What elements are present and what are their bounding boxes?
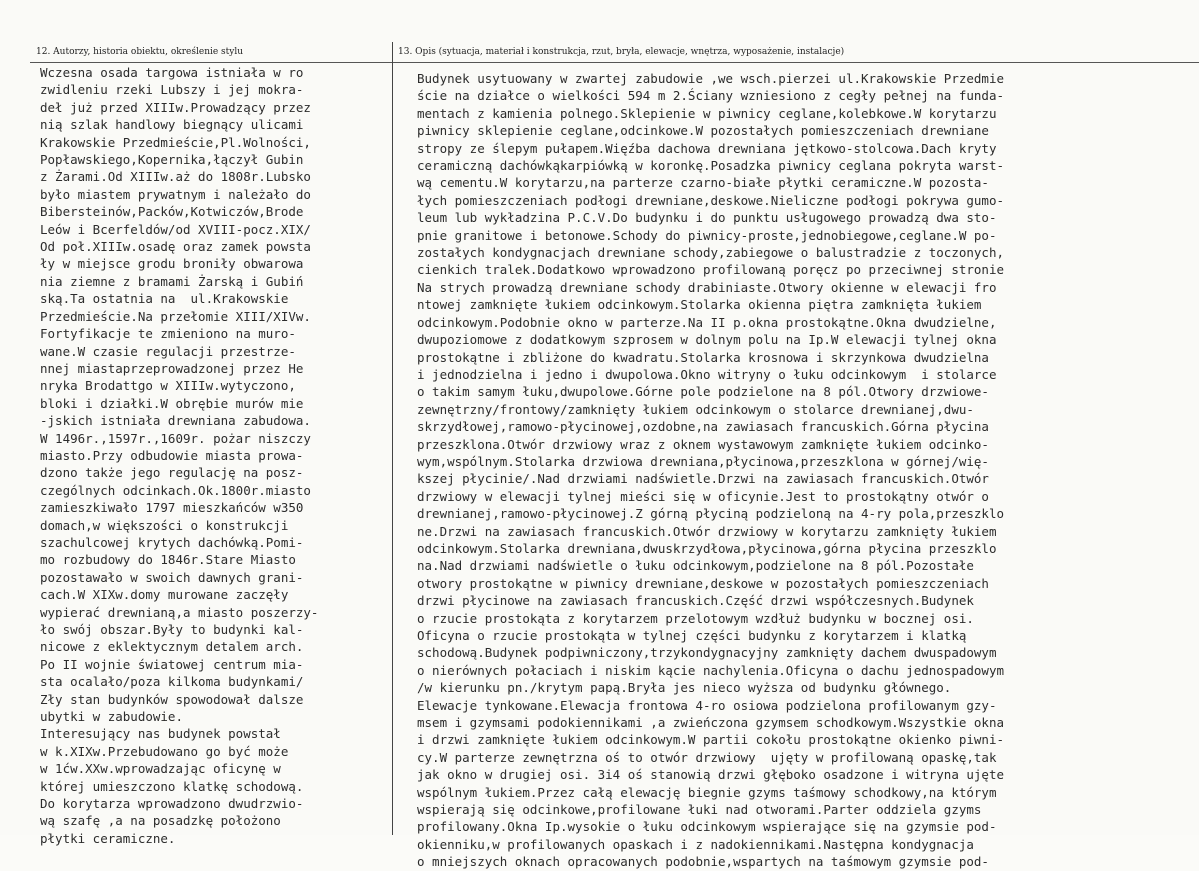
text-line: łych pomieszczeniach podłogi drewniane,deskowe.Nieliczne podłogi pokrywa gumo- <box>417 192 1004 208</box>
text-line: drzwiowy w elewacji tylnej mieści się w oficynie.Jest to prostokątny otwór o <box>417 488 989 504</box>
text-line: jak okno w drugiej osi. 3i4 oś stanowią drzwi głęboko osadzone i witryna ujęte <box>417 767 1004 783</box>
text-line: zostałych kondygnacjach drewniane schody,zabiegowe o balustradzie z toczonych, <box>417 245 1004 261</box>
text-line: o takim samym łuku,dwupolowe.Górne pole podzielone na 8 pól.Otwory drzwiowe- <box>417 384 989 400</box>
text-line: Fortyfikacje te zmieniono na muro- <box>40 326 296 342</box>
text-line: o mniejszych oknach opracowanych podobnie,wspartych na taśmowym gzymsie pod- <box>417 854 989 870</box>
text-line: schodową.Budynek podpiwniczony,trzykondygnacyjny zamknięty dachem dwuspadowym <box>417 645 997 661</box>
text-line: leum lub wykładzina P.C.V.Do budynku i do punktu usługowego prowadzą dwa sto- <box>417 210 997 226</box>
text-line: w k.XIXw.Przebudowano go być może <box>40 743 289 759</box>
text-line: prostokątne i zbliżone do kwadratu.Stolarka krosnowa i skrzynkowa dwudzielna <box>417 349 989 365</box>
text-line: kszej płycinie/.Nad drzwiami nadświetle.Drzwi na zawiasach francuskich.Otwór <box>417 471 989 487</box>
text-line: i drzwi zamknięte łukiem odcinkowym.W partii cokołu prostokątne okienko piwni- <box>417 732 1004 748</box>
text-line: msem i gzymsami podokiennikami ,a zwieńczona gzymsem schodkowym.Wszystkie okna <box>417 715 1004 731</box>
text-line: deł już przed XIIIw.Prowadzący przez <box>40 99 311 115</box>
text-line: ście na działce o wielkości 594 m 2.Ściany wzniesiono z cegły pełnej na funda- <box>417 88 1004 104</box>
text-line: przeszklona.Otwór drzwiowy wraz z oknem wystawowym zamknięte łukiem odcinko- <box>417 436 989 452</box>
description-text <box>417 70 1004 871</box>
text-line: Zły stan budynków spowodował dalsze <box>40 691 304 707</box>
text-line: i jednodzielna i jedno i dwupolowa.Okno witryny o łuku odcinkowym i stolarce <box>417 366 997 382</box>
text-line: mo rozbudowy do 1846r.Stare Miasto <box>40 552 296 568</box>
text-line: dzono także jego regulację na posz- <box>40 465 304 481</box>
text-line: dwupoziomowe z dodatkowym szprosem w dolnym polu na Ip.W elewacji tylnej okna <box>417 332 997 348</box>
text-line: wane.W czasie regulacji przestrze- <box>40 343 296 359</box>
text-line: stropy ze ślepym pułapem.Więźba dachowa drewniana jętkowo-stolcowa.Dach kryty <box>417 140 997 156</box>
text-line: nią szlak handlowy biegnący ulicami <box>40 117 304 133</box>
section-12-heading: 12. Autorzy, historia obiektu, określenie stylu <box>36 47 244 57</box>
text-line: mentach z kamienia polnego.Sklepienie w piwnicy ceglane,kolebkowe.W korytarzu <box>417 105 997 121</box>
text-line: było miastem prywatnym i należało do <box>40 186 311 202</box>
text-line: płytki ceramiczne. <box>40 830 176 846</box>
text-line: cach.W XIXw.domy murowane zaczęły <box>40 587 289 603</box>
text-line: wym,wspólnym.Stolarka drzwiowa drewniana,płycinowa,przeszklona w górnej/wię- <box>417 453 989 469</box>
text-line: skrzydłowej,ramowo-płycinowej,ozdobne,na zawiasach francuskich.Górna płycina <box>417 419 989 435</box>
text-line: Po II wojnie światowej centrum mia- <box>40 656 304 672</box>
text-line: nicowe z eklektycznym detalem arch. <box>40 639 304 655</box>
text-line: na.Nad drzwiami nadświetle o łuku odcinkowym,podzielone na 8 pól.Pozostałe <box>417 558 974 574</box>
text-line: Budynek usytuowany w zwartej zabudowie ,we wsch.pierzei ul.Krakowskie Przedmie <box>417 71 1004 86</box>
column-divider <box>392 42 393 835</box>
text-line: szachulcowej krytych dachówką.Pomi- <box>40 534 304 550</box>
text-line: okienniku,w profilowanych opaskach i z nadokiennikami.Następna kondygnacja <box>417 836 974 852</box>
text-line: pnie granitowe i betonowe.Schody do piwnicy-proste,jednobiegowe,ceglane.W po- <box>417 227 997 243</box>
text-line: ły w miejsce grodu broniły obwarowa <box>40 256 304 272</box>
text-line: piwnicy sklepienie ceglane,odcinkowe.W pozostałych pomieszczeniach drewniane <box>417 123 989 139</box>
text-line: której umieszczono klatkę schodową. <box>40 778 304 794</box>
text-line: wspierają się odcinkowe,profilowane łuki nad otworami.Parter oddziela gzyms <box>417 802 982 818</box>
text-line: otwory prostokątne w piwnicy drewniane,deskowe w pozostałych pomieszczeniach <box>417 575 989 591</box>
text-line: wspólnym łukiem.Przez całą elewację biegnie gzyms taśmowy schodkowy,na którym <box>417 784 997 800</box>
text-line: nia ziemne z bramami Żarską i Gubiń <box>40 273 304 289</box>
text-line: drzwi płycinowe na zawiasach francuskich.Część drzwi współczesnych.Budynek <box>417 593 974 609</box>
text-line: wą cementu.W korytarzu,na parterze czarno-białe płytki ceramiczne.W pozosta- <box>417 175 989 191</box>
text-line: ceramiczną dachówkąkarpiówką w koronkę.Posadzka piwnicy ceglana pokryta warst- <box>417 158 1004 174</box>
text-line: wypierać drewnianą,a miasto poszerzy- <box>40 604 319 620</box>
text-line: zwidleniu rzeki Lubszy i jej mokra- <box>40 82 304 98</box>
text-line: cienkich tralek.Dodatkowo wprowadzono profilowaną poręcz po przeciwnej stronie <box>417 262 1004 278</box>
text-line: ne.Drzwi na zawiasach francuskich.Otwór drzwiowy w korytarzu zamknięty łukiem <box>417 523 997 539</box>
text-line: sta ocalało/poza kilkoma budynkami/ <box>40 674 304 690</box>
text-line: Leów i Bcerfeldów/od XVIII-pocz.XIX/ <box>40 221 311 237</box>
section-13-heading: 13. Opis (sytuacja, materiał i konstrukcja, rzut, bryła, elewacje, wnętrza, wyposażenie, instalacje) <box>398 47 845 57</box>
text-line: Do korytarza wprowadzono dwudrzwio- <box>40 796 304 812</box>
text-line: Krakowskie Przedmieście,Pl.Wolności, <box>40 134 311 150</box>
text-line: nnej miastaprzeprowadzonej przez He <box>40 360 304 376</box>
text-line: zewnętrzny/frontowy/zamknięty łukiem odcinkowym o stolarce drewnianej,dwu- <box>417 401 974 417</box>
text-line: odcinkowym.Podobnie okno w parterze.Na II p.okna prostokątne.Okna dwudzielne, <box>417 314 997 330</box>
text-line: ntowej zamknięte łukiem odcinkowym.Stolarka okienna piętra zamknięta łukiem <box>417 297 982 313</box>
text-line: w 1ćw.XXw.wprowadzając oficynę w <box>40 761 281 777</box>
text-line: ubytki w zabudowie. <box>40 709 183 725</box>
text-line: odcinkowym.Stolarka drewniana,dwuskrzydłowa,płycinowa,górna płycina przeszklo <box>417 540 997 556</box>
text-line: profilowany.Okna Ip.wysokie o łuku odcinkowym wspierające się na gzymsie pod- <box>417 819 997 835</box>
text-line: Popławskiego,Kopernika,łączył Gubin <box>40 152 304 168</box>
text-line: Od poł.XIIIw.osadę oraz zamek powsta <box>40 239 311 255</box>
header-rule <box>30 62 1199 63</box>
text-line: Interesujący nas budynek powstał <box>40 726 281 742</box>
text-line: -jskich istniała drewniana zabudowa. <box>40 413 311 429</box>
text-line: miasto.Przy odbudowie miasta prowa- <box>40 447 304 463</box>
text-line: bloki i działki.W obrębie murów mie <box>40 395 304 411</box>
text-line: czególnych odcinkach.Ok.1800r.miasto <box>40 482 311 498</box>
text-line: Bibersteinów,Packów,Kotwiczów,Brode <box>40 204 304 220</box>
text-line: Na strych prowadzą drewniane schody drabiniaste.Otwory okienne w elewacji fro <box>417 279 997 295</box>
text-line: wą szafę ,a na posadzkę położono <box>40 813 281 829</box>
text-line: pozostawało w swoich dawnych grani- <box>40 569 304 585</box>
text-line: /w kierunku pn./krytym papą.Bryła jes nieco wyższa od budynku głównego. <box>417 680 952 696</box>
history-text <box>40 64 318 847</box>
text-line: Elewacje tynkowane.Elewacja frontowa 4-ro osiowa podzielona profilowanym gzy- <box>417 697 997 713</box>
text-line: o nierównych połaciach i niskim kącie nachylenia.Oficyna o dachu jednospadowym <box>417 662 1004 678</box>
text-line: Przedmieście.Na przełomie XIII/XIVw. <box>40 308 311 324</box>
text-line: Oficyna o rzucie prostokąta w tylnej części budynku z korytarzem i klatką <box>417 628 967 643</box>
text-line: z Żarami.Od XIIIw.aż do 1808r.Lubsko <box>40 169 311 185</box>
text-line: ską.Ta ostatnia na ul.Krakowskie <box>40 291 289 307</box>
text-line: o rzucie prostokąta z korytarzem przelotowym wzdłuż budynku w bocznej osi. <box>417 610 974 626</box>
text-line: cy.W parterze zewnętrzna oś to otwór drzwiowy ujęty w profilowaną opaskę,tak <box>417 749 997 765</box>
text-line: Wczesna osada targowa istniała w ro <box>40 65 304 80</box>
text-line: drewnianej,ramowo-płycinowej.Z górną płyciną podzieloną na 4-ry pola,przeszklo <box>417 506 1004 522</box>
text-line: zamieszkiwało 1797 mieszkańców w350 <box>40 500 304 516</box>
text-line: nryka Brodattgo w XIIIw.wytyczono, <box>40 378 296 394</box>
text-line: domach,w większości o konstrukcji <box>40 517 289 533</box>
text-line: W 1496r.,1597r.,1609r. pożar niszczy <box>40 430 311 446</box>
text-line: ło swój obszar.Były to budynki kal- <box>40 622 304 637</box>
